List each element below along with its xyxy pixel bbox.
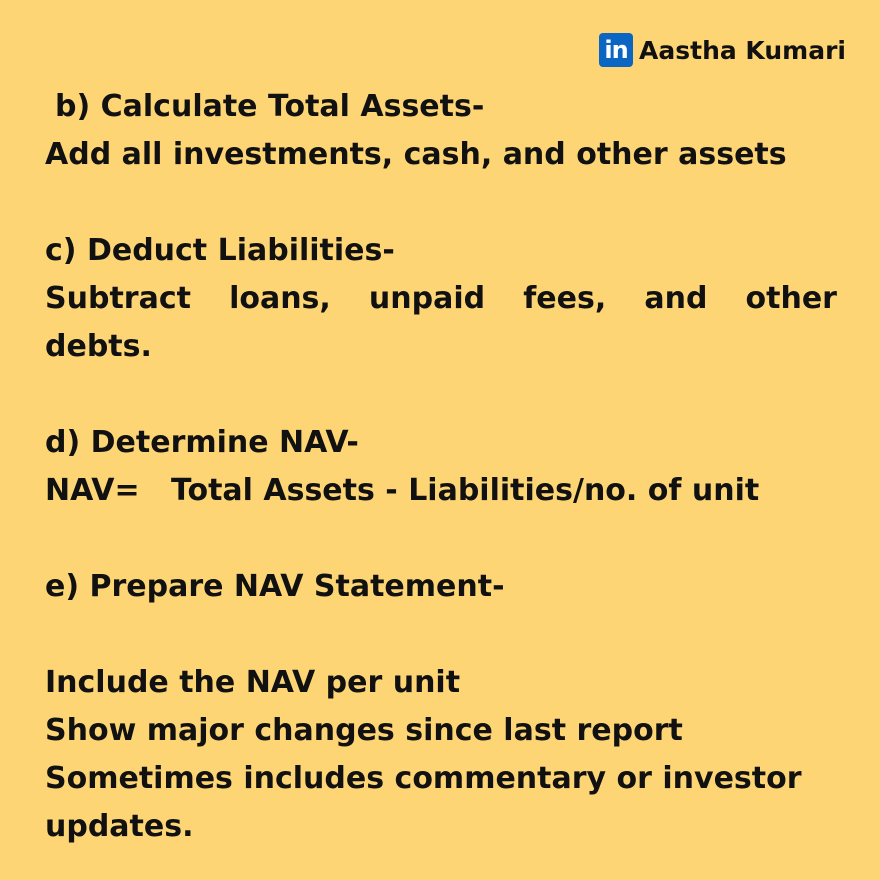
spacer: [45, 179, 837, 227]
author-badge: [599, 33, 846, 67]
word: other: [745, 281, 837, 316]
text-debts: debts.: [45, 329, 152, 364]
text-commentary: Sometimes includes commentary or investor: [45, 761, 802, 796]
heading-calculate-total-assets: b) Calculate Total Assets-: [55, 89, 485, 124]
word: unpaid: [368, 281, 486, 316]
heading-prepare-nav-statement: e) Prepare NAV Statement-: [45, 569, 505, 604]
word: and: [644, 281, 708, 316]
spacer: [45, 515, 837, 563]
text-add-investments: Add all investments, cash, and other assets: [45, 137, 787, 172]
text-show-changes: Show major changes since last report: [45, 713, 683, 748]
text-include-nav: Include the NAV per unit: [45, 665, 461, 700]
heading-determine-nav: d) Determine NAV-: [45, 425, 359, 460]
author-name: Aastha Kumari: [639, 35, 846, 65]
nav-formula: NAV= Total Assets - Liabilities/no. of unit: [45, 473, 760, 508]
word: fees,: [523, 281, 607, 316]
nav-steps-content: [45, 83, 837, 851]
linkedin-icon: in: [599, 33, 633, 67]
word: loans,: [229, 281, 331, 316]
text-subtract-loans: [45, 275, 837, 323]
text-updates: updates.: [45, 809, 194, 844]
heading-deduct-liabilities: c) Deduct Liabilities-: [45, 233, 395, 268]
spacer: [45, 611, 837, 659]
word: Subtract: [45, 281, 191, 316]
spacer: [45, 371, 837, 419]
